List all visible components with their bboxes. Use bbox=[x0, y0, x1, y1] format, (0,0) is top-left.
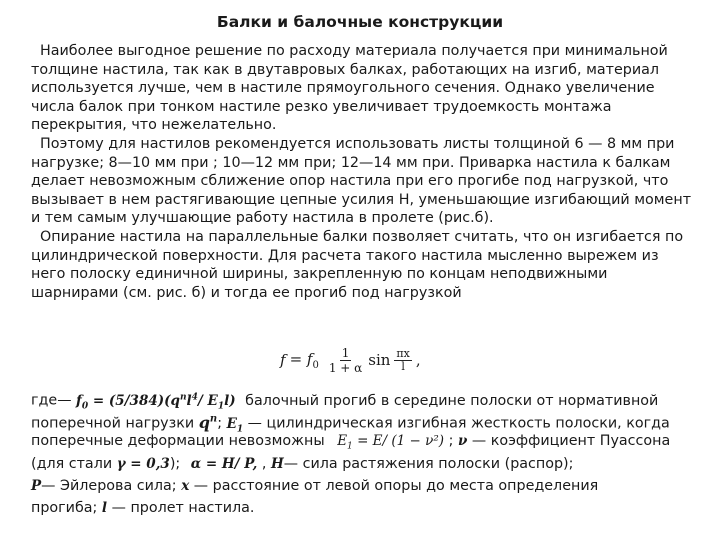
page-title: Балки и балочные конструкции bbox=[216, 13, 504, 31]
paragraph-2-line: и тем самым улучшающие работу настила в пролете (рис.б). bbox=[31, 210, 494, 227]
main-text bbox=[31, 42, 693, 302]
paragraph-1-line: перекрытия, что нежелательно. bbox=[31, 117, 277, 134]
formula-sin: sin bbox=[368, 351, 391, 369]
formula-arg-num: πx bbox=[396, 346, 410, 360]
paragraph-2-line: делает невозможным сближение опор настила при его прогибе под нагрузкой, что bbox=[31, 173, 669, 190]
definitions-block bbox=[31, 386, 693, 519]
paragraph-1-line: толщине настила, так как в двутавровых балках, работающих на изгиб, материал bbox=[31, 61, 660, 78]
paragraph-2-line: Поэтому для настилов рекомендуется использовать листы толщиной 6 — 8 мм при bbox=[40, 135, 675, 152]
deflection-formula bbox=[280, 340, 421, 380]
formula-sin-arg bbox=[394, 348, 411, 373]
paragraph-3-line: него полоску единичной ширины, закрепленную по концам неподвижными bbox=[31, 266, 608, 283]
formula-frac-num: 1 bbox=[341, 345, 350, 360]
paragraph-2-line: нагрузке; 8—10 мм при ; 10—12 мм при; 12—14 мм при. Приварка настила к балкам bbox=[31, 154, 671, 171]
formula-eq: = $f_0$ bbox=[289, 349, 319, 371]
paragraph-1-line: используется лучше, чем в настиле прямоугольного сечения. Однако увеличение bbox=[31, 80, 655, 97]
paragraph-1-line: Наиболее выгодное решение по расходу материала получается при минимальной bbox=[40, 43, 668, 59]
definition-line-5: P— Эйлерова сила; x — расстояние от левой опоры до места определения bbox=[31, 477, 599, 494]
definition-line-4: (для стали γ = 0,3); α = H/ P, , H— сила растяжения полоски (распор); bbox=[31, 455, 574, 472]
paragraph-2-line: вызывает в нем растягивающие цепные усилия Н, уменьшающие изгибающий момент bbox=[31, 191, 692, 208]
formula-arg-den: l bbox=[401, 359, 405, 373]
paragraph-1-line: числа балок при тонком настиле резко увеличивает трудоемкость монтажа bbox=[31, 98, 612, 115]
definition-line-3: поперечные деформации невозможны $E_1 = E/$ (1 − ν²) ; ν — коэффициент Пуассона bbox=[31, 433, 671, 453]
paragraph-3-line: шарнирами (см. рис. б) и тогда ее прогиб под нагрузкой bbox=[31, 284, 462, 301]
formula-fraction bbox=[327, 346, 364, 375]
formula-end: , bbox=[415, 351, 421, 369]
definition-line-2: поперечной нагрузки $q^n$; $E_1$ — цилиндрическая изгибная жесткость полоски, когда bbox=[31, 412, 670, 435]
formula-frac-den: 1 + α bbox=[328, 360, 363, 375]
definition-line-6: прогиба; l — пролет настила. bbox=[31, 499, 255, 516]
definition-line-1: где— $f_0 = (5/384)(q^nl^4/$ $E_1l$) балочный прогиб в середине полоски от нормативной bbox=[31, 392, 659, 412]
formula-lhs: f bbox=[280, 351, 286, 369]
paragraph-3-line: Опирание настила на параллельные балки позволяет считать, что он изгибается по bbox=[40, 228, 684, 245]
paragraph-3-line: цилиндрической поверхности. Для расчета такого настила мысленно вырежем из bbox=[31, 247, 659, 264]
